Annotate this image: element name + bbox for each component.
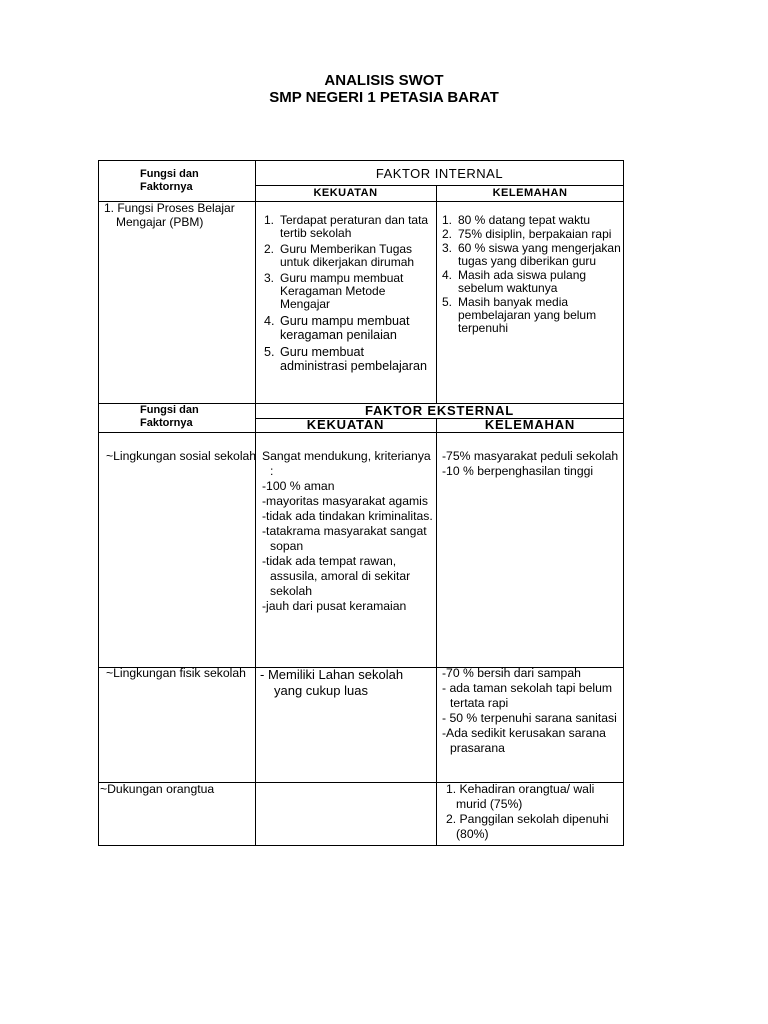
list-item: -Ada sedikit kerusakan sarana prasarana: [442, 726, 606, 755]
rule-column-2-external: [436, 418, 437, 846]
list-item: 4. Guru mampu membuat keragaman penilaian: [264, 314, 410, 342]
external-weakness-header: KELEMAHAN: [484, 417, 576, 432]
table-border-left: [98, 160, 99, 846]
title-line-1: ANALISIS SWOT: [324, 72, 444, 89]
list-item: - Memiliki Lahan sekolah yang cukup luas: [260, 667, 404, 698]
internal-strength-header: KEKUATAN: [313, 187, 378, 199]
list-item: -tidak ada tempat rawan, assusila, amoral di sekitar sekolah: [262, 554, 411, 598]
title-line-2: SMP NEGERI 1 PETASIA BARAT: [269, 89, 499, 106]
list-item: 1. Terdapat peraturan dan tata tertib sekolah: [264, 213, 429, 240]
list-item: 2. Guru Memberikan Tugas untuk dikerjakan dirumah: [264, 242, 415, 269]
list-item: 4. Masih ada siswa pulang sebelum waktunya: [442, 268, 587, 295]
list-item: - 50 % terpenuhi sarana sanitasi: [442, 711, 617, 725]
rule-external-header-bottom: [98, 432, 624, 433]
list-item: 3. 60 % siswa yang mengerjakan tugas yang diberikan guru: [442, 241, 621, 268]
list-item: 3. Guru mampu membuat Keragaman Metode Mengajar: [264, 271, 404, 311]
list-item: 1. 80 % datang tepat waktu: [442, 213, 591, 227]
internal-weakness-header: KELEMAHAN: [492, 187, 568, 199]
internal-weaknesses-list: [438, 214, 622, 335]
rule-column-2-internal: [436, 185, 437, 403]
swot-table: [98, 160, 624, 846]
list-item: -tidak ada tindakan kriminalitas.: [262, 509, 433, 523]
rule-column-1: [255, 160, 256, 846]
list-item: -70 % bersih dari sampah: [442, 666, 581, 680]
parents-weaknesses-list: [442, 782, 622, 842]
list-item: -10 % berpenghasilan tinggi: [442, 464, 594, 478]
external-strength-header: KEKUATAN: [306, 417, 385, 432]
table-border-bottom: [98, 845, 624, 846]
list-item: -jauh dari pusat keramaian: [262, 599, 407, 613]
row-label-parents: ~Dukungan orangtua: [100, 782, 215, 796]
internal-section-title: FAKTOR INTERNAL: [375, 166, 504, 181]
row-label-physical: ~Lingkungan fisik sekolah: [106, 666, 246, 680]
table-border-top: [98, 160, 624, 161]
list-item: - ada taman sekolah tapi belum tertata rapi: [442, 681, 613, 710]
rule-internal-subheader: [255, 185, 624, 186]
external-column-label: Fungsi dan Faktornya: [140, 404, 199, 429]
social-weaknesses-list: [442, 449, 622, 479]
list-item: 5. Masih banyak media pembelajaran yang belum terpenuhi: [442, 295, 597, 335]
table-border-right: [623, 160, 624, 846]
internal-strengths-list: [260, 214, 434, 373]
physical-strengths-list: [258, 667, 434, 699]
physical-weaknesses-list: [442, 666, 622, 756]
list-item: 1. Kehadiran orangtua/ wali murid (75%): [446, 782, 595, 811]
row-label-social: ~Lingkungan sosial sekolah: [106, 449, 257, 463]
internal-function-label: 1. Fungsi Proses Belajar Mengajar (PBM): [104, 201, 235, 229]
list-item: 2. Panggilan sekolah dipenuhi (80%): [446, 812, 609, 841]
list-item: 5. Guru membuat administrasi pembelajaran: [264, 345, 427, 373]
external-section-title: FAKTOR EKSTERNAL: [364, 403, 515, 418]
social-strengths-list: [262, 449, 434, 614]
list-item: -100 % aman: [262, 479, 335, 493]
list-item: -mayoritas masyarakat agamis: [262, 494, 428, 508]
list-item: -75% masyarakat peduli sekolah: [442, 449, 619, 463]
internal-column-label: Fungsi dan Faktornya: [140, 168, 199, 193]
list-item: Sangat mendukung, kriterianya :: [262, 449, 431, 478]
list-item: -tatakrama masyarakat sangat sopan: [262, 524, 427, 553]
list-item: 2. 75% disiplin, berpakaian rapi: [442, 227, 612, 241]
